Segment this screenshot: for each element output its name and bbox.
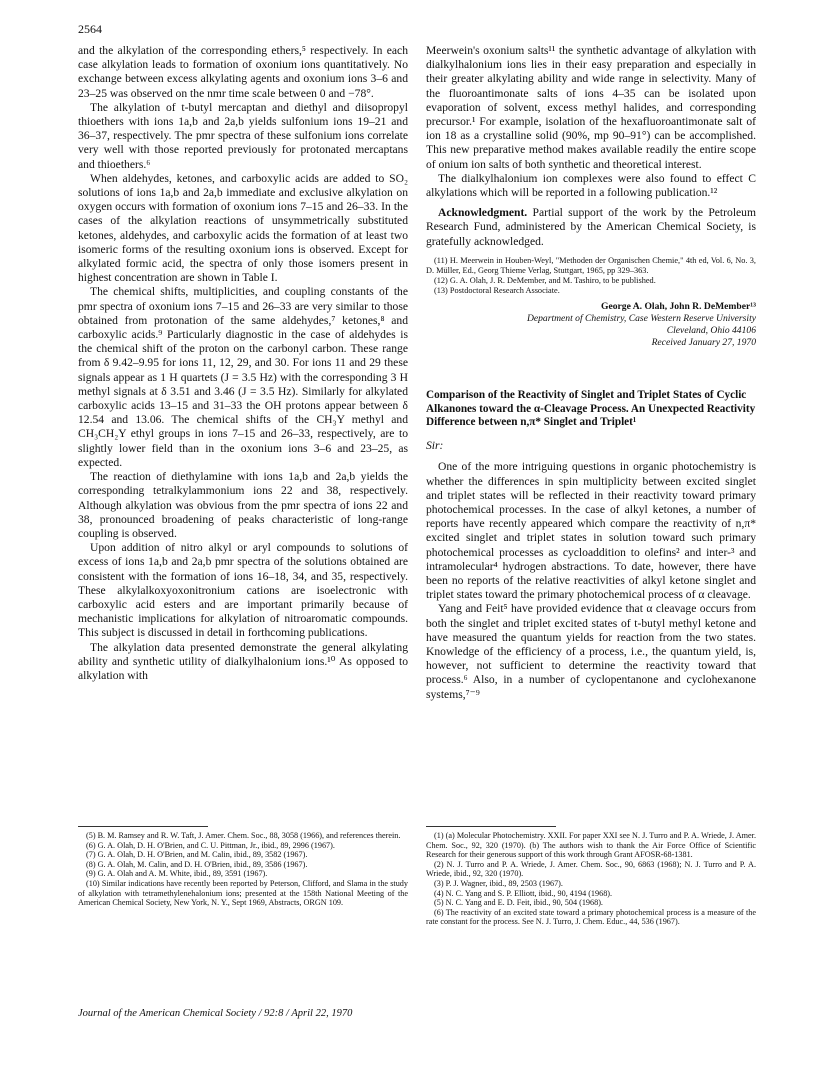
notes — [426, 256, 756, 296]
footnote: (13) Postdoctoral Research Associate. — [434, 286, 560, 296]
footnote: (5) N. C. Yang and E. D. Feit, ibid., 90, 504 (1968). — [434, 898, 603, 908]
footnote: (5) B. M. Ramsey and R. W. Taft, J. Amer. Chem. Soc., 88, 3058 (1966), and references therein. — [86, 831, 401, 840]
left-column — [78, 44, 408, 683]
footnote-divider — [426, 826, 556, 827]
body-paragraph: Yang and Feit⁵ have provided evidence that α cleavage occurs from both the singlet and triplet excited states of t-butyl methyl ketone and have measured the quantum yields for reaction from the two states. Knowledge of the efficiency of a process, i.e., the quantum yield, is, however, not sufficient to determine the reactivity toward that process.⁶ Also, in a number of cyclopentanone and cyclohexanone systems,⁷⁻⁹ — [426, 602, 756, 701]
author-location: Cleveland, Ohio 44106 — [666, 325, 756, 337]
body-paragraph: The alkylation data presented demonstrate the general alkylating ability and synthetic utility of dialkylhalonium ions.¹⁰ As opposed to alkylation with — [78, 640, 408, 682]
footnote-divider — [78, 826, 208, 827]
body-paragraph: When aldehydes, ketones, and carboxylic acids are added to SO₂ solutions of ions 1a,b and 2a,b immediate and exclusive alkylation on oxygen occurs with formation of oxonium ions 7–15 and 26–33. In the cases of the alkylation reactions of unsymmetrically substituted ketones, aldehydes, and carboxylic acids the formation of at least two isomeric forms of the resulting oxonium ions is observed. Except for alkylated formic acid, the spectra of only those isomers present in highest concentration are shown in Table I. — [78, 171, 408, 285]
body-paragraph: One of the more intriguing questions in organic photochemistry is whether the differences in spin multiplicity between excited singlet and triplet states will be reflected in their reactivity toward primary photochemical processes. In the case of alkyl ketones, a number of reports have recently appeared which compare the reactivity of n,π* excited singlet and triplet states in solution toward such primary photochemical processes as cycloaddition to olefins² and inter-³ and intramolecular⁴ hydrogen abstractions. To date, however, there have been no reports of the relative reactivities of alkyl ketone singlet and triplet states toward the primary photochemical process of α cleavage. — [426, 460, 756, 602]
footnote: (10) Similar indications have recently been reported by Peterson, Clifford, and Slama in the study of alkylation with tetramethylenehalonium ions; presented at the 158th National Meeting of the American Chemical Society, New York, N. Y., Sept 1969, Abstracts, ORGN 109. — [78, 878, 408, 908]
footnote: (7) G. A. Olah, D. H. O'Brien, and M. Calin, ibid., 89, 3582 (1967). — [86, 850, 308, 860]
footnote: (1) (a) Molecular Photochemistry. XXII. For paper XXI see N. J. Turro and P. A. Wriede, J. Amer. Chem. Soc., 92, 320 (1970). (b) The authors wish to thank the Air Force Office of Scientific Research for their generous support of this work through Grant AFOSR-68-1381. — [426, 831, 756, 860]
footnote: (12) G. A. Olah, J. R. DeMember, and M. Tashiro, to be published. — [434, 276, 656, 286]
footnote: (4) N. C. Yang and S. P. Elliott, ibid., 90, 4194 (1968). — [434, 888, 613, 898]
footnote: (3) P. J. Wagner, ibid., 89, 2503 (1967). — [434, 878, 563, 888]
page-number: 2564 — [78, 22, 102, 36]
left-footnotes — [78, 818, 408, 908]
footnote: (9) G. A. Olah and A. M. White, ibid., 89, 3591 (1967). — [86, 869, 268, 879]
body-paragraph: Meerwein's oxonium salts¹¹ the synthetic advantage of alkylation with dialkylhalonium ions lies in their easy preparation and especially in their greater alkylating ability and wide range in selectivity. Many of the fluoroantimonate salts of ions 4–35 can be isolated upon evaporation of solvent, excess methyl halides, and corresponding precursor.¹ For example, isolation of the hexafluoroantimonate salt of ion 18 as a crystalline solid (90%, mp 90–91°) can be accomplished. This new preparative method makes available readily the entire scope of onium ion salts of both synthetic and theoretical interest. — [426, 44, 756, 171]
author-department: Department of Chemistry, Case Western Reserve University — [526, 313, 756, 325]
body-paragraph: Upon addition of nitro alkyl or aryl compounds to solutions of excess of ions 1a,b and 2a,b pmr spectra of the solutions obtained are consistent with the formation of ions 16–18, 34, and 35, respectively. These alkylalkoxyoxonitronium cations are isoelectronic with carboxylic acid esters and are important primarily because of mechanistic implications for alkylation of nitroaromatic compounds. This subject is discussed in detail in forthcoming publications. — [78, 541, 408, 640]
body-paragraph: The alkylation of t-butyl mercaptan and diethyl and diisopropyl thioethers with ions 1a,b and 2a,b yields sulfonium ions 19–21 and 36–37, respectively. The pmr spectra of these sulfonium ions correlate very well with those reported previously for protonated mercaptans and thioethers.⁶ — [78, 100, 408, 171]
right-column — [426, 44, 756, 702]
body-paragraph: and the alkylation of the corresponding ethers,⁵ respectively. In each case alkylation leads to formation of oxonium ions quantitatively. No exchange between excess alkylating agents and oxonium ions 3–6 and 23–25 was observed on the nmr time scale between 0 and −78°. — [78, 44, 408, 100]
article-title: Comparison of the Reactivity of Singlet and Triplet States of Cyclic Alkanones toward the α-Cleavage Process. An Unexpected Reactivity Difference between n,π* Singlet and Triplet¹ — [426, 389, 756, 429]
journal-footer: Journal of the American Chemical Society / 92:8 / April 22, 1970 — [78, 1008, 353, 1019]
author-names: George A. Olah, John R. DeMember¹³ — [601, 301, 756, 313]
footnote: (11) H. Meerwein in Houben-Weyl, "Methoden der Organischen Chemie," 4th ed, Vol. 6, No. 3, D. Müller, Ed., Georg Thieme Verlag, Stuttgart, 1965, pp 329–363. — [426, 255, 756, 275]
body-paragraph: The chemical shifts, multiplicities, and coupling constants of the pmr spectra of oxonium ions 7–15 and 26–33 are very similar to those obtained from protonation of the same aldehydes,⁷ ketones,⁸ and carboxylic acids.⁹ Particularly diagnostic in the case of aldehydes is the chemical shift of the proton on the carbonyl carbon. These range from δ 9.42–9.95 for ions 11, 12, 29, and 30. For ions 11 and 29 these signals appear as 1 H quartets (J = 3.5 Hz) with the corresponding 3 H methyl signals at δ 3.51 and 3.46 (J = 3.5 Hz). Similarly for alkylated carboxylic acids 13–15 and 31–33 the OH protons appear between δ 12.54 and 13.06. The chemical shifts of the CH₃Y methyl and CH₃CH₂Y ethyl groups in ions 7–15 and 26–33, respectively, are to slightly lower field than in the oxonium ions 3–6 and 23–25, as expected. — [78, 285, 408, 469]
author-block — [426, 301, 756, 349]
acknowledgment-heading: Acknowledgment. — [438, 206, 528, 220]
body-paragraph: The dialkylhalonium ion complexes were also found to effect C alkylations which will be reported in a following publication.¹² — [426, 171, 756, 200]
acknowledgment-text: Partial support of the work by the Petroleum Research Fund, administered by the American Chemical Society, is gratefully acknowledged. — [426, 206, 756, 248]
acknowledgment — [426, 206, 756, 249]
salutation: Sir: — [426, 439, 444, 453]
footnote: (6) The reactivity of an excited state toward a primary photochemical process is a measure of the rate constant for the process. See N. J. Turro, J. Chem. Educ., 44, 536 (1967). — [426, 907, 756, 927]
footnote: (8) G. A. Olah, M. Calin, and D. H. O'Brien, ibid., 89, 3586 (1967). — [86, 859, 308, 869]
received-date: Received January 27, 1970 — [651, 337, 756, 349]
footnote: (6) G. A. Olah, D. H. O'Brien, and C. U. Pittman, Jr., ibid., 89, 2996 (1967). — [86, 840, 335, 850]
right-footnotes — [426, 818, 756, 927]
body-paragraph: The reaction of diethylamine with ions 1a,b and 2a,b yields the corresponding tetralkylammonium ions 22 and 38, respectively. Although alkylation was obvious from the pmr spectra of ions 22 and 38, pronounced broadening of peaks characteristic of long-range coupling is observed. — [78, 470, 408, 540]
footnote: (2) N. J. Turro and P. A. Wriede, J. Amer. Chem. Soc., 90, 6863 (1968); N. J. Turro and P. A. Wriede, ibid., 92, 320 (1970). — [426, 859, 756, 879]
